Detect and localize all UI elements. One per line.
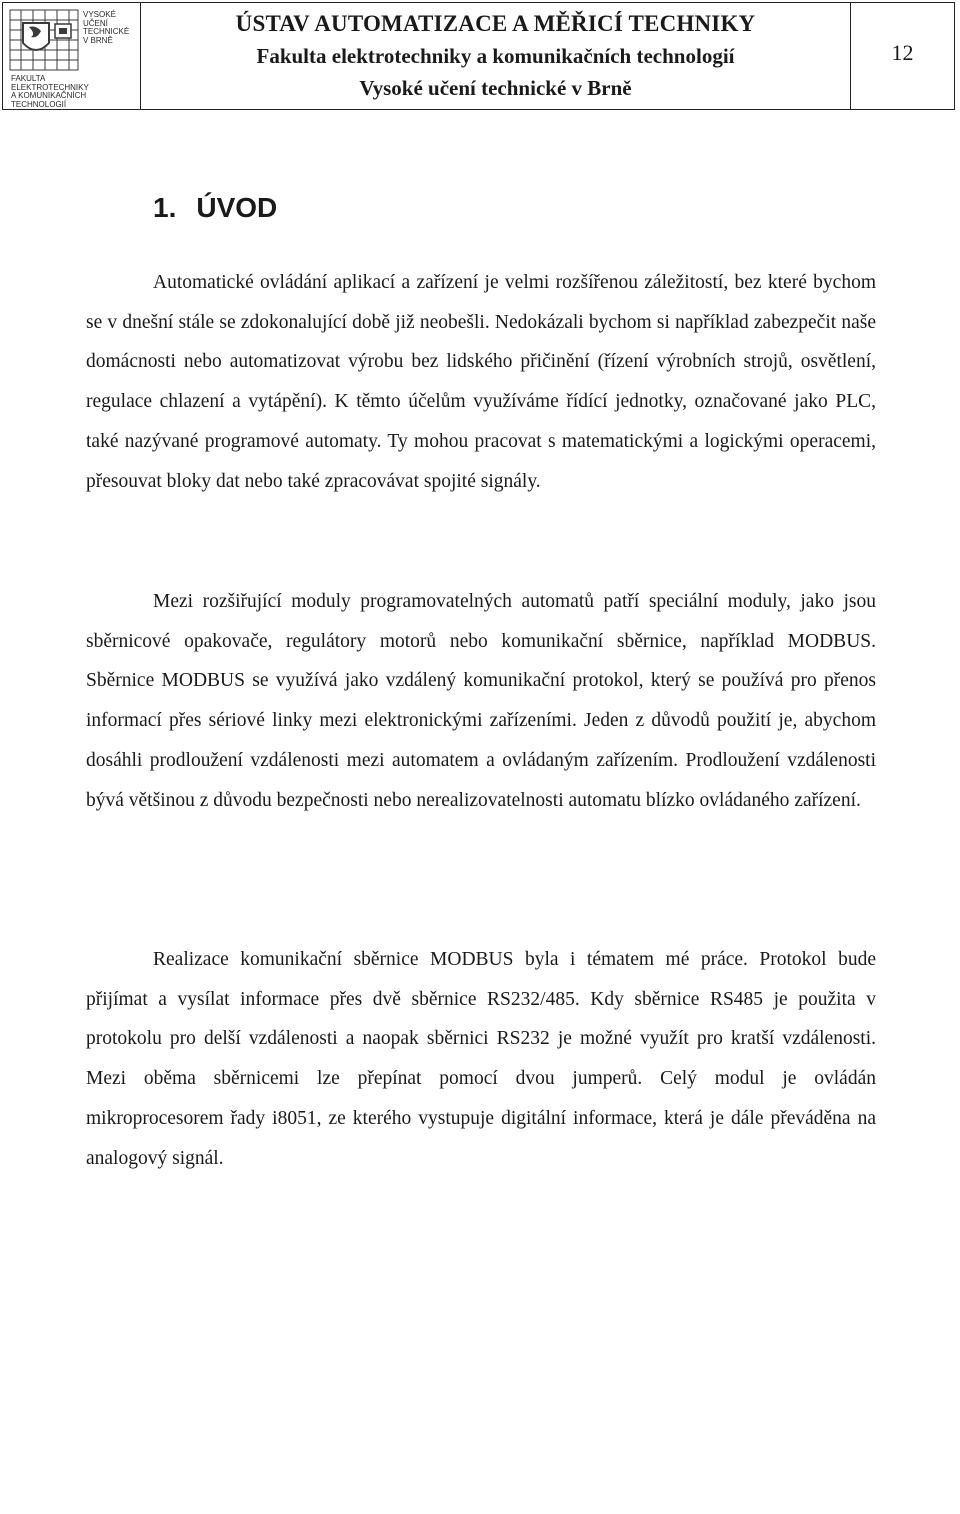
logo-university-text: VYSOKÉ UČENÍ TECHNICKÉ V BRNĚ bbox=[83, 10, 130, 45]
paragraph-intro: Automatické ovládání aplikací a zařízení je velmi rozšířenou záležitostí, bez které bychom se v dnešní stále se zdokonalující době již neobešli. Nedokázali bychom si například zabezpečit naše domácnosti nebo automatizovat výrobu bez lidského přičinění (řízení výrobních strojů, osvětlení, regulace chlazení a vytápění). K těmto účelům využíváme řídící jednotky, označované jako PLC, také nazývané programové automaty. Ty mohou pracovat s matematickými a logickými operacemi, přesouvat bloky dat nebo také zpracovávat spojité signály. bbox=[86, 272, 876, 492]
logo-cell bbox=[3, 3, 141, 109]
page-number: 12 bbox=[891, 40, 914, 65]
chapter-heading bbox=[153, 192, 277, 224]
chapter-title: ÚVOD bbox=[196, 192, 278, 223]
paragraph-realization: Realizace komunikační sběrnice MODBUS byla i tématem mé práce. Protokol bude přijímat a vysílat informace přes dvě sběrnice RS232/485. Kdy sběrnice RS485 je použita v protokolu pro delší vzdálenosti a naopak sběrnici RS232 je možné využít pro kratší vzdálenosti. Mezi oběma sběrnicemi lze přepínat pomocí dvou jumperů. Celý modul je ovládán mikroprocesorem řady i8051, ze kterého vystupuje digitální informace, která je dále převáděna na analogový signál. bbox=[86, 949, 876, 1169]
paragraph-modules: Mezi rozšiřující moduly programovatelných automatů patří speciální moduly, jako jsou sběrnicové opakovače, regulátory motorů nebo komunikační sběrnice, například MODBUS. Sběrnice MODBUS se využívá jako vzdálený komunikační protokol, který se používá pro přenos informací přes sériové linky mezi elektronickými zařízeními. Jeden z důvodů použití je, abychom dosáhli prodloužení vzdálenosti mezi automatem a ovládaným zařízením. Prodloužení vzdálenosti bývá většinou z důvodu bezpečnosti nebo nerealizovatelnosti automatu blízko ovládaného zařízení. bbox=[86, 591, 876, 811]
header-title-block bbox=[141, 3, 851, 109]
logo-faculty-text: FAKULTA ELEKTROTECHNIKY A KOMUNIKAČNÍCH TECHNOLOGIÍ bbox=[11, 74, 89, 109]
department-name: ÚSTAV AUTOMATIZACE A MĚŘICÍ TECHNIKY bbox=[235, 11, 756, 36]
page-header bbox=[2, 2, 955, 110]
faculty-name: Fakulta elektrotechniky a komunikačních technologií bbox=[256, 44, 735, 68]
university-logo-icon bbox=[9, 9, 79, 71]
chapter-number: 1. bbox=[153, 192, 177, 223]
university-name: Vysoké učení technické v Brně bbox=[359, 76, 632, 100]
